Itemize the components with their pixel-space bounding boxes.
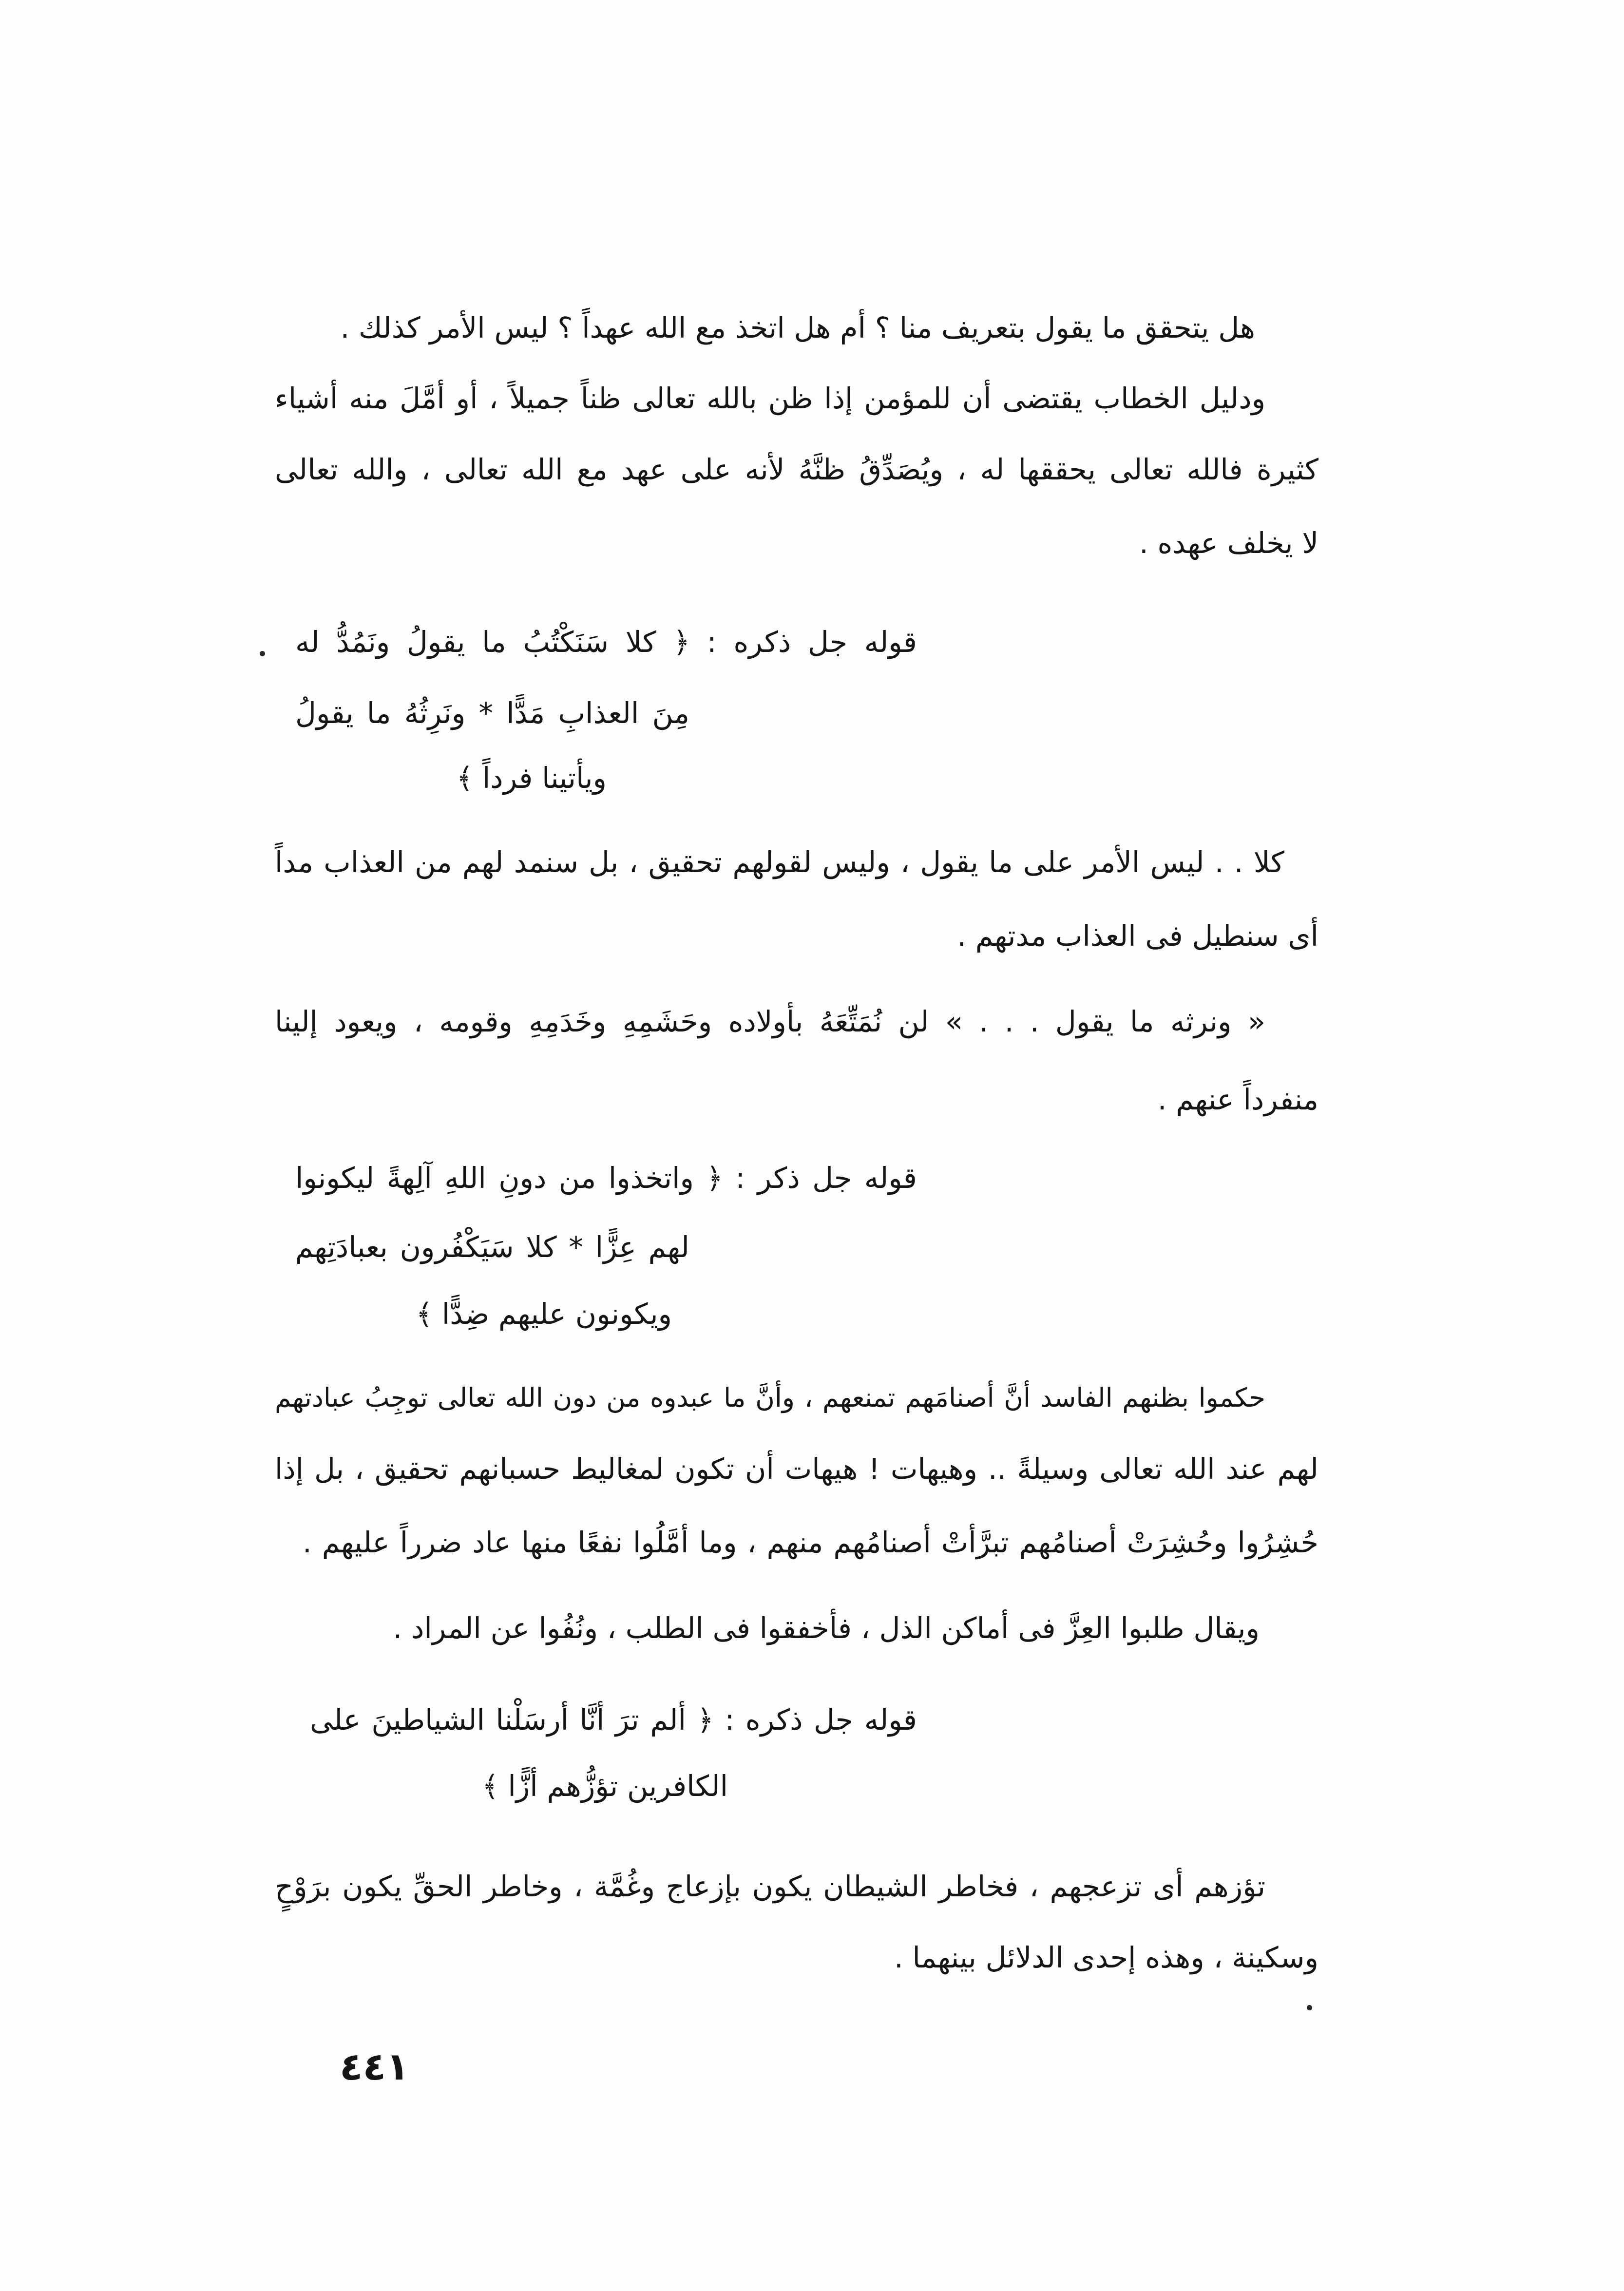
commentary-line [275,1364,1265,1432]
line-text: حكموا بظنهم الفاسد أنَّ أصنامَهم تمنعهم ، وأنَّ ما عبدوه من دون الله تعالى توجِبُ عبادتهم [275,1382,1265,1413]
verse-text: الكافرين تؤزُّهم أزًّا ﴾ [482,1769,728,1803]
line-text: ودليل الخطاب يقتضى أن للمؤمن إذا ظن بالله تعالى ظناً جميلاً ، أو أمَّلَ منه أشياء [275,382,1265,415]
line-text: لا يخلف عهده . [1139,526,1318,560]
verse-line [482,1752,728,1820]
scan-speck [1307,2005,1312,2010]
line-text: منفرداً عنهم . [1157,1083,1318,1116]
verse-line [295,1144,917,1212]
verse-text: ويكونون عليهم ضِدًّا ﴾ [416,1297,672,1331]
commentary-line [275,1852,1265,1921]
page-number: ٤٤١ [340,2045,409,2089]
verse-text: قوله جل ذكره : ﴿ ألم ترَ أنَّا أرسَلْنا الشياطينَ على [310,1703,917,1737]
verse-line [310,1686,917,1754]
line-text: كثيرة فالله تعالى يحققها له ، ويُصَدِّقُ ظنَّهُ لأنه على عهد مع الله تعالى ، والله تعالى [275,453,1318,486]
line-text: « ونرثه ما يقول . . . » لن نُمَتِّعَهُ بأولاده وحَشَمِهِ وخَدَمِهِ وقومه ، ويعود إلينا [275,1005,1265,1038]
commentary-line [275,436,1318,504]
commentary-line [1139,509,1318,577]
verse-line [457,744,607,812]
verse-text: مِنَ العذابِ مَدًّا * ونَرِثُهُ ما يقولُ [295,696,689,730]
commentary-line [275,364,1265,433]
verse-text: ويأتينا فرداً ﴾ [456,761,607,795]
line-text: ويقال طلبوا العِزَّ فى أماكن الذل ، فأخفقوا فى الطلب ، ونُفُوا عن المراد . [393,1611,1260,1645]
line-text: كلا . . ليس الأمر على ما يقول ، وليس لقولهم تحقيق ، بل سنمد لهم من العذاب مداً [275,845,1284,879]
verse-line [416,1280,672,1348]
commentary-line [275,828,1284,897]
commentary-line [275,1435,1318,1503]
verse-text: قوله جل ذكر : ﴿ واتخذوا من دونِ اللهِ آلِهةً ليكونوا [295,1161,917,1195]
verse-text: قوله جل ذكره : ﴿ كلا سَنَكْتُبُ ما يقولُ ونَمُدُّ له [295,625,917,659]
scan-speck [260,651,265,656]
commentary-line [393,1594,1260,1662]
line-text: هل يتحقق ما يقول بتعريف منا ؟ أم هل اتخذ مع الله عهداً ؟ ليس الأمر كذلك . [340,311,1255,344]
commentary-line [894,1924,1318,1992]
commentary-line [340,294,1255,362]
verse-line [295,1213,689,1281]
line-text: حُشِرُوا وحُشِرَتْ أصنامُهم تبرَّأتْ أصنامُهم منهم ، وما أمَّلُوا نفعًا منها عاد ضرراً عليهم . [303,1526,1318,1559]
verse-text: لهم عِزًّا * كلا سَيَكْفُرون بعبادَتِهم [295,1230,689,1264]
commentary-line [303,1508,1318,1577]
line-text: أى سنطيل فى العذاب مدتهم . [957,919,1318,953]
line-text: وسكينة ، وهذه إحدى الدلائل بينهما . [894,1941,1318,1974]
commentary-line [275,988,1265,1056]
commentary-line [1158,1066,1318,1134]
line-text: لهم عند الله تعالى وسيلةً .. وهيهات ! هيهات أن تكون لمغاليط حسبانهم تحقيق ، بل إذا [275,1452,1318,1486]
commentary-line [957,902,1318,970]
line-text: تؤزهم أى تزعجهم ، فخاطر الشيطان يكون بإزعاج وغُمَّة ، وخاطر الحقِّ يكون برَوْحٍ [275,1870,1265,1903]
verse-line [295,608,917,676]
verse-line [295,679,689,747]
